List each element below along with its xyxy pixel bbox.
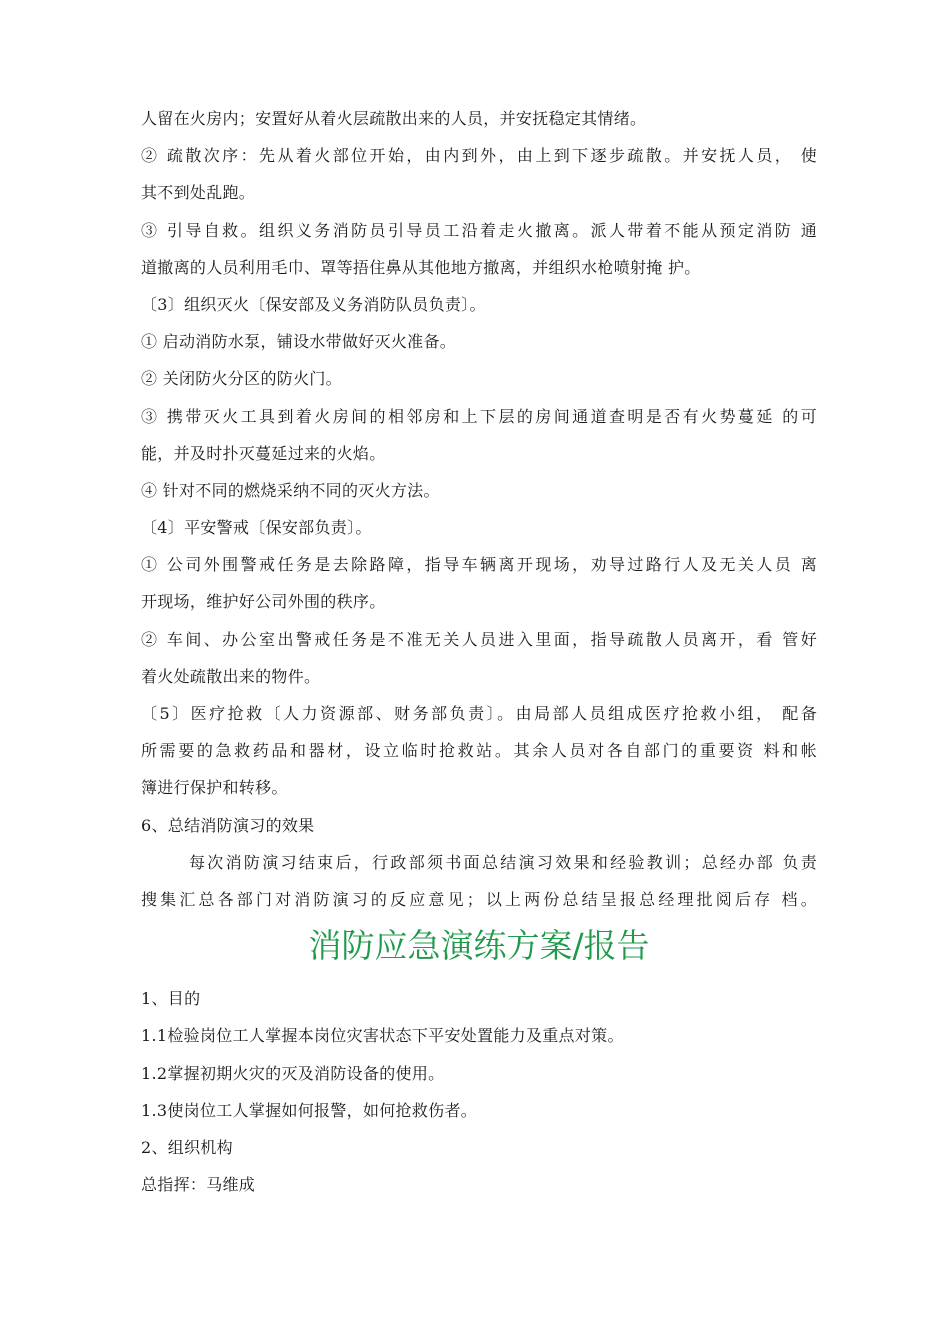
document-title: 消防应急演练方案/报告 (308, 926, 650, 966)
paragraph-line: 总指挥：马维成 (141, 1175, 256, 1195)
section-heading: 6、总结消防演习的效果 (141, 815, 315, 835)
list-item: 1.1检验岗位工人掌握本岗位灾害状态下平安处置能力及重点对策。 (141, 1026, 624, 1046)
paragraph-line: 开现场，维护好公司外围的秩序。 (141, 592, 386, 612)
list-item: ② 关闭防火分区的防火门。 (141, 369, 342, 389)
paragraph-line: 其不到处乱跑。 (141, 183, 256, 203)
list-item: 1.2掌握初期火灾的灭及消防设备的使用。 (141, 1063, 445, 1083)
paragraph-line: 着火处疏散出来的物件。 (141, 666, 321, 686)
section-heading: 1、目的 (141, 989, 201, 1009)
paragraph-line: 人留在火房内；安置好从着火层疏散出来的人员，并安抚稳定其情绪。 (141, 109, 647, 128)
section-heading: 〔5〕医疗抢救〔人力资源部、财务部负责〕。由局部人员组成医疗抢救小组， 配备 (141, 704, 817, 723)
paragraph-line: 搜集汇总各部门对消防演习的反应意见；以上两份总结呈报总经理批阅后存 档。 (141, 889, 817, 909)
paragraph-line: 所需要的急救药品和器材，设立临时抢救站。其余人员对各自部门的重要资 料和帐 (141, 741, 817, 761)
document-body (141, 100, 817, 1203)
list-item: ① 公司外围警戒任务是去除路障，指导车辆离开现场，劝导过路行人及无关人员 离 (141, 555, 817, 575)
list-item: ③ 携带灭火工具到着火房间的相邻房和上下层的房间通道查明是否有火势蔓延 的可 (141, 406, 817, 426)
paragraph-line: ② 疏散次序：先从着火部位开始，由内到外，由上到下逐步疏散。并安抚人员， 使 (141, 146, 817, 166)
paragraph-line: 簿进行保护和转移。 (141, 778, 288, 798)
section-heading: 2、组织机构 (141, 1137, 233, 1157)
list-item: ④ 针对不同的燃烧采纳不同的灭火方法。 (141, 480, 440, 500)
paragraph-line: 每次消防演习结束后，行政部须书面总结演习效果和经验教训；总经办部 负责 (189, 852, 817, 872)
paragraph-line: 能，并及时扑灭蔓延过来的火焰。 (141, 443, 386, 463)
section-heading: 〔4〕平安警戒〔保安部负责〕。 (141, 518, 372, 538)
list-item: 1.3使岗位工人掌握如何报警，如何抢救伤者。 (141, 1100, 478, 1120)
list-item: ① 启动消防水泵，铺设水带做好灭火准备。 (141, 332, 457, 352)
paragraph-line: ③ 引导自救。组织义务消防员引导员工沿着走火撤离。派人带着不能从预定消防 通 (141, 220, 817, 240)
list-item: ② 车间、办公室出警戒任务是不准无关人员进入里面，指导疏散人员离开，看 管好 (141, 629, 817, 649)
section-heading: 〔3〕组织灭火〔保安部及义务消防队员负责〕。 (141, 294, 486, 314)
paragraph-line: 道撤离的人员利用毛巾、罩等捂住鼻从其他地方撤离，并组织水枪喷射掩 护。 (141, 257, 701, 277)
